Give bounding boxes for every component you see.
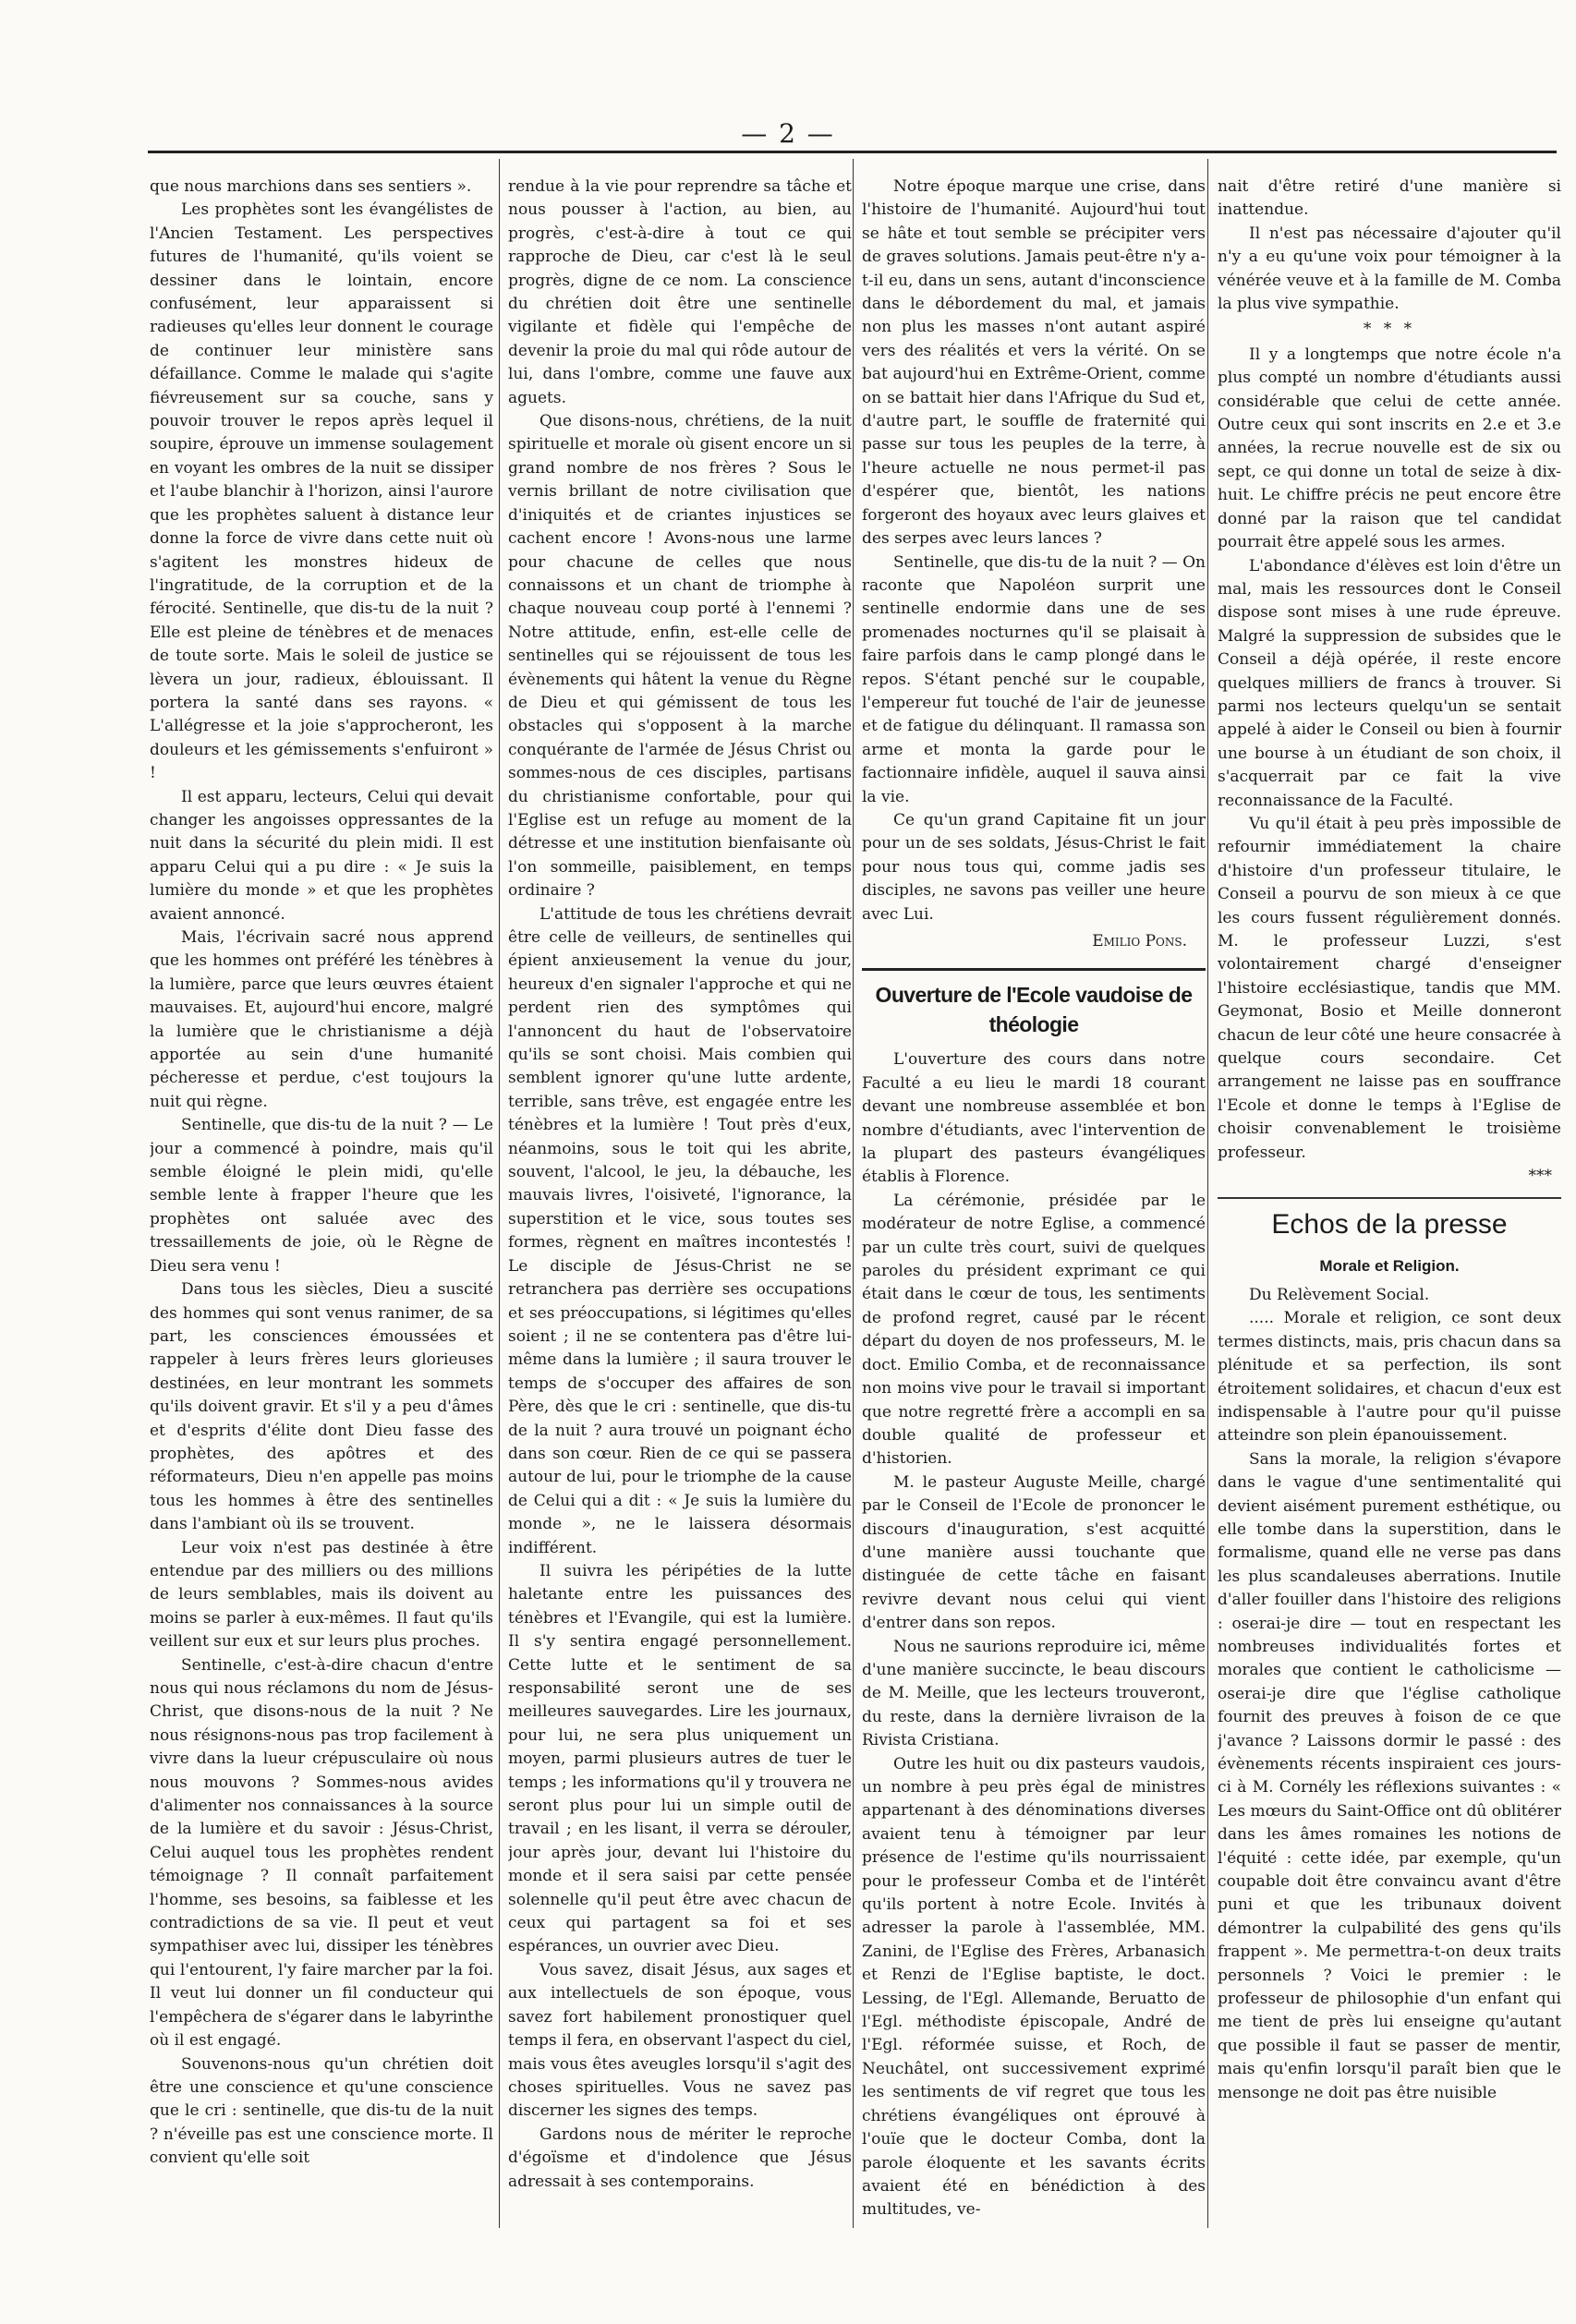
article-signature: Emilio Pons. (1092, 932, 1187, 950)
paragraph: Vu qu'il était à peu près impossible de refournir immédiatement la chaire d'histoire d'un professeur titulaire, le Conseil a pourvu de son mieux à ce que les cours fussent régulièrement donnés. M. le professeur Luzzi, s'est volontairement chargé d'enseigner l'histoire ecclésiastique, tandis que MM. Geymonat, Bosio et Meille donneront chacun de leur côté une heure consacrée à quelque cours secondaire. Cet arrangement ne laisse pas en souffrance l'Ecole et donne le temps à l'Eglise de choisir convenablement le troisième professeur. (1218, 814, 1561, 1162)
paragraph: nait d'être retiré d'une manière si inattendue. (1218, 177, 1561, 220)
paragraph: Dans tous les siècles, Dieu a suscité des hommes qui sont venus ranimer, de sa part, les consciences émoussées et rappeler à leurs frères leurs glorieuses destinées, en leur montrant les sommets qu'ils doivent gravir. Et s'il y a peu d'âmes et d'esprits d'élite dont Dieu fasse des prophètes, des apôtres et des réformateurs, Dieu n'en appelle pas moins tous les hommes à être des sentinelles dans l'ambiant où ils se trouvent. (150, 1280, 493, 1534)
paragraph: Ce qu'un grand Capitaine fit un jour pour un de ses soldats, Jésus-Christ le fait pour nous tous qui, comme jadis ses disciples, ne savons pas veiller une heure avec Lui. (862, 810, 1206, 924)
paragraph: ..... Morale et religion, ce sont deux termes distincts, mais, pris chacun dans sa plénitude et sa perfection, ils sont étroitement solidaires, et chacun d'eux est indispensable à l'autre pour qu'il puisse atteindre son plein épanouissement. (1218, 1309, 1561, 1446)
paragraph: Vous savez, disait Jésus, aux sages et aux intellectuels de son époque, vous savez fort habilement pronostiquer quel temps il fera, en observant l'aspect du ciel, mais vous êtes aveugles lorsqu'il s'agit des choses spirituelles. Vous ne savez pas discerner les signes des temps. (508, 1960, 852, 2121)
column-1 (150, 176, 493, 2300)
sub-heading: Morale et Religion. (1319, 1257, 1460, 1276)
paragraph: Il est apparu, lecteurs, Celui qui devait changer les angoisses oppressantes de la nuit dans la sécurité du plein midi. Il est apparu Celui qui a pu dire : « Je suis la lumière du monde » et que les prophètes avaient annoncé. (150, 787, 493, 924)
paragraph: Que disons-nous, chrétiens, de la nuit spirituelle et morale où gisent encore un si grand nombre de nos frères ? Sous le vernis brillant de notre civilisation que d'iniquités et de criantes injustices se cachent encore ! Avons-nous une larme pour chacune de celles que nous connaissons et un chant de triomphe à chaque nouveau coup porté à l'ennemi ? Notre attitude, enfin, est-elle celle de sentinelles qui se réjouissent de tous les évènements qui hâtent la venue du Règne de Dieu et qui gémissent de tous les obstacles qui s'opposent à la marche conquérante de l'armée de Jésus Christ ou sommes-nous de ces disciples, partisans du christianisme confortable, pour qui l'Eglise est un refuge au moment de la détresse et une institution bienfaisante où l'on sommeille, paisiblement, en temps ordinaire ? (508, 412, 852, 901)
section-rule (1218, 1197, 1561, 1199)
section-title: Ouverture de l'Ecole vaudoise de théologie (875, 983, 1193, 1037)
paragraph: Gardons nous de mériter le reproche d'égoïsme et d'indolence que Jésus adressait à ses contemporains. (508, 2124, 852, 2191)
paragraph: Il suivra les péripéties de la lutte haletante entre les puissances des ténèbres et l'Evangile, qui est la lumière. Il s'y sentira engagé personnellement. Cette lutte et le sentiment de sa responsabilité seront une de ses meilleures sauvegardes. Lire les journaux, pour lui, ne sera plus uniquement un moyen, parmi plusieurs autres de tuer le temps ; les informations qu'il y trouvera ne seront plus pour lui un simple outil de travail ; en les lisant, il verra se dérouler, jour après jour, devant lui l'histoire du monde et il sera saisi par cette pensée solennelle qu'il peut être avec chacun de ceux qui partagent sa foi et ses espérances, un ouvrier avec Dieu. (508, 1561, 852, 1956)
paragraph: L'ouverture des cours dans notre Faculté a eu lieu le mardi 18 courant devant une nombreuse assemblée et bon nombre d'étudiants, avec l'intervention de la plupart des pasteurs évangéliques établis à Florence. (862, 1050, 1206, 1187)
paragraph: Mais, l'écrivain sacré nous apprend que les hommes ont préféré les ténèbres à la lumière, parce que leurs œuvres étaient mauvaises. Et, aujourd'hui encore, malgré la lumière que le christianisme a déjà apportée au sein d'une humanité pécheresse et perdue, c'est toujours la nuit qui règne. (150, 928, 493, 1111)
paragraph: Sentinelle, que dis-tu de la nuit ? — On raconte que Napoléon surprit une sentinelle endormie dans une de ses promenades nocturnes qu'il se plaisait à faire parfois dans le camp plongé dans le repos. S'étant penché sur le coupable, l'empereur fut touché de l'air de jeunesse et de fatigue du délinquant. Il ramassa son arme et monta la garde pour le factionnaire infidèle, auquel il sauva ainsi la vie. (862, 552, 1206, 806)
column-divider (499, 159, 500, 2228)
paragraph: Nous ne saurions reproduire ici, même d'une manière succincte, le beau discours de M. Meille, que les lecteurs trouveront, du reste, dans la dernière livraison de la Rivista Cristiana. (862, 1637, 1206, 1750)
column-3 (862, 176, 1206, 2300)
paragraph: Les prophètes sont les évangélistes de l'Ancien Testament. Les perspectives futures de l'humanité, qu'ils voient se dessiner dans le lointain, encore confusément, leur apparaissent si radieuses qu'elles leur donnent le courage de continuer leur ministère sans défaillance. Comme le malade qui s'agite fiévreusement sur sa couche, sans y pouvoir trouver le repos après lequel il soupire, éprouve un immense soulagement en voyant les ombres de la nuit se dissiper et l'aube blanchir à l'horizon, ainsi l'aurore que les prophètes saluent à distance leur donne la force de vivre dans cette nuit où s'agitent les monstres hideux de l'ingratitude, de la corruption et de la férocité. Sentinelle, que dis-tu de la nuit ? Elle est pleine de ténèbres et de menaces de toute sorte. Mais le soleil de justice se lèvera un jour, radieux, éblouissant. Il portera la santé dans ses rayons. « L'allégresse et la joie s'approcheront, les douleurs et les gémissements s'enfuiront » ! (150, 200, 493, 783)
paragraph: La cérémonie, présidée par le modérateur de notre Eglise, a commencé par un culte très court, suivi de quelques paroles du président exprimant ce qui était dans le cœur de tous, les sentiments de profond regret, causé par le récent départ du doyen de nos professeurs, M. le doct. Emilio Comba, et de reconnaissance non moins vive pour le travail si important que notre regretté frère a accompli en sa double qualité de professeur et d'historien. (862, 1191, 1206, 1469)
paragraph: Il y a longtemps que notre école n'a plus compté un nombre d'étudiants aussi considérable que celui de cette année. Outre ceux qui sont inscrits en 2.e et 3.e années, la recrue nouvelle est de six ou sept, ce qui donne un total de seize à dix-huit. Le chiffre précis ne peut encore être donné par la raison que tel candidat pourrait être appelé sous les armes. (1218, 345, 1561, 552)
paragraph: Sentinelle, c'est-à-dire chacun d'entre nous qui nous réclamons du nom de Jésus-Christ, que disons-nous de la nuit ? Ne nous résignons-nous pas trop facilement à vivre dans la lueur crépusculaire où nous nous mouvons ? Sommes-nous avides d'alimenter nos connaissances à la source de la lumière et du savoir : Jésus-Christ, Celui auquel tous les prophètes rendent témoignage ? Il connaît parfaitement l'homme, ses besoins, sa faiblesse et les contradictions de sa vie. Il peut et veut sympathiser avec lui, dissiper les ténèbres qui l'entourent, l'y faire marcher par la foi. Il veut lui donner un fil conducteur qui l'empêchera de s'égarer dans le labyrinthe où il est engagé. (150, 1655, 493, 2051)
paragraph: Sentinelle, que dis-tu de la nuit ? — Le jour a commencé à poindre, mais qu'il semble éloigné le plein midi, qu'elle semble lente à frapper l'heure que les prophètes ont saluée avec des tressaillements de joie, où le Règne de Dieu sera venu ! (150, 1116, 493, 1276)
paragraph: L'abondance d'élèves est loin d'être un mal, mais les ressources dont le Conseil dispose sont mises à une rude épreuve. Malgré la suppression de subsides que le Conseil a déjà opérée, il reste encore quelques milliers de francs à trouver. Si parmi nos lecteurs quelqu'un se sentait appelé à aider le Conseil ou bien à fournir une bourse à un étudiant de son choix, il s'acquerrait par ce fait la vive reconnaissance de la Faculté. (1218, 556, 1561, 810)
section-rule (862, 968, 1206, 971)
paragraph: Notre époque marque une crise, dans l'histoire de l'humanité. Aujourd'hui tout se hâte et tout semble se précipiter vers de graves solutions. Jamais peut-être n'y a-t-il eu, dans un sens, autant d'inconscience dans le débordement du mal, et jamais non plus les masses n'ont autant aspiré vers des réalités et vers la vérité. On se bat aujourd'hui en Extrême-Orient, comme on se battait hier dans l'Afrique du Sud et, d'autre part, le souffle de fraternité qui passe sur tous les peuples de la terre, à l'heure actuelle ne nous permet-il pas d'espérer que, bientôt, les nations forgeront des hoyaux avec leurs glaives et des serpes avec leurs lances ? (862, 177, 1206, 549)
article-end-mark: *** (1528, 1167, 1552, 1186)
paragraph: Souvenons-nous qu'un chrétien doit être une conscience et qu'une conscience que le cri : sentinelle, que dis-tu de la nuit ? n'éveille pas est une conscience morte. Il convient qu'elle soit (150, 2054, 493, 2168)
paragraph: L'attitude de tous les chrétiens devrait être celle de veilleurs, de sentinelles qui épient anxieusement la venue du jour, heureux d'en signaler l'approche et qui ne perdent rien des symptômes qui l'annoncent du haut de l'observatoire qu'ils se sont choisi. Mais combien qui semblent ignorer qu'une lutte ardente, terrible, sans trêve, est engagée entre les ténèbres et la lumière ! Tout près d'eux, néanmoins, sous le toit qui les abrite, souvent, l'alcool, le jeu, la débauche, les mauvais livres, l'oisiveté, l'ignorance, la superstition et le vice, sous toutes ses formes, règnent en maîtres incontestés ! Le disciple de Jésus-Christ ne se retranchera pas derrière ses occupations et ses préoccupations, si légitimes qu'elles soient ; il ne se contentera pas d'être lui-même dans la lumière ; il saura trouver le temps de s'occuper des affaires de son Père, dès que le cri : sentinelle, que dis-tu de la nuit ? aura trouvé un poignant écho dans son cœur. Rien de ce qui se passera autour de lui, pour le triomphe de la cause de Celui qui a dit : « Je suis la lumière du monde », ne le laissera désormais indifférent. (508, 904, 852, 1557)
page-number: — 2 — (741, 118, 835, 149)
paragraph: Leur voix n'est pas destinée à être entendue par des milliers ou des millions de leurs semblables, mais ils doivent au moins se parler à eux-mêmes. Il faut qu'ils veillent sur eux et sur leurs plus proches. (150, 1538, 493, 1652)
column-2 (508, 176, 852, 2300)
paragraph: Sans la morale, la religion s'évapore dans le vague d'une sentimentalité qui devient aisément purement esthétique, ou elle tombe dans la superstition, dans le formalisme, quand elle ne verse pas dans les plus scandaleuses aberrations. Inutile d'aller fouiller dans l'histoire des religions : oserai-je dire — tout en respectant les nombreuses individualités fortes et morales que contient le catholicisme — oserai-je dire que l'église catholique fournit des preuves à foison de ce que j'avance ? Laissons dormir le passé : des évènements récents inspiraient ces jours-ci à M. Cornély les réflexions suivantes : « Les mœurs du Saint-Office ont dû oblitérer dans les âmes romaines les notions de l'équité : cette idée, par exemple, qu'un coupable doit être convaincu avant d'être puni et que les tribunaux doivent démontrer la culpabilité des gens qu'ils frappent ». Me permettra-t-on deux traits personnels ? Voici le premier : le professeur de philosophie d'un enfant qui me tient de près lui enseigne qu'autant que possible il faut se passer de mentir, mais qu'enfin lorsqu'il paraît bien que le mensonge ne doit pas être nuisible (1218, 1449, 1561, 2102)
column-divider (1207, 159, 1208, 2228)
header-rule (148, 151, 1557, 153)
section-title: Echos de la presse (1271, 1209, 1508, 1241)
paragraph: Il n'est pas nécessaire d'ajouter qu'il n'y a eu qu'une voix pour témoigner à la vénérée veuve et à la famille de M. Comba la plus vive sympathie. (1218, 224, 1561, 314)
paragraph: rendue à la vie pour reprendre sa tâche et nous pousser à l'action, au bien, au progrès, c'est-à-dire à tout ce qui rapproche de Dieu, car c'est là le seul progrès, digne de ce nom. La conscience du chrétien doit être une sentinelle vigilante et fidèle qui l'empêche de devenir la proie du mal qui rôde autour de lui, dans l'ombre, comme une fauve aux aguets. (508, 177, 852, 407)
separator-stars: * * * (1363, 320, 1416, 339)
paragraph: Outre les huit ou dix pasteurs vaudois, un nombre à peu près égal de ministres appartenant à des dénominations diverses avaient tenu à témoigner par leur présence de l'estime qu'ils nourrissaient pour le professeur Comba et de l'intérêt qu'ils portent à notre Ecole. Invités à adresser la parole à l'assemblée, MM. Zanini, de l'Eglise des Frères, Arbanasich et Renzi de l'Eglise baptiste, le doct. Lessing, de l'Egl. Allemande, Beruatto de l'Egl. méthodiste épiscopale, André de l'Egl. réformée suisse, et Roch, de Neuchâtel, ont successivement exprimé les sentiments de vif regret que tous les chrétiens évangéliques ont éprouvé à l'ouïe que le docteur Comba, dont la parole éloquente et les savants écrits avaient été en bénédiction à des multitudes, ve- (862, 1754, 1206, 2220)
paragraph: M. le pasteur Auguste Meille, chargé par le Conseil de l'Ecole de prononcer le discours d'inauguration, s'est acquitté d'une manière aussi touchante que distinguée de cette tâche en faisant revivre devant nous celui qui vient d'entrer dans son repos. (862, 1472, 1206, 1633)
paragraph: que nous marchions dans ses sentiers ». (150, 177, 472, 196)
column-divider (853, 159, 854, 2228)
column-4 (1218, 176, 1561, 2300)
source-line: Du Relèvement Social. (1249, 1285, 1430, 1304)
